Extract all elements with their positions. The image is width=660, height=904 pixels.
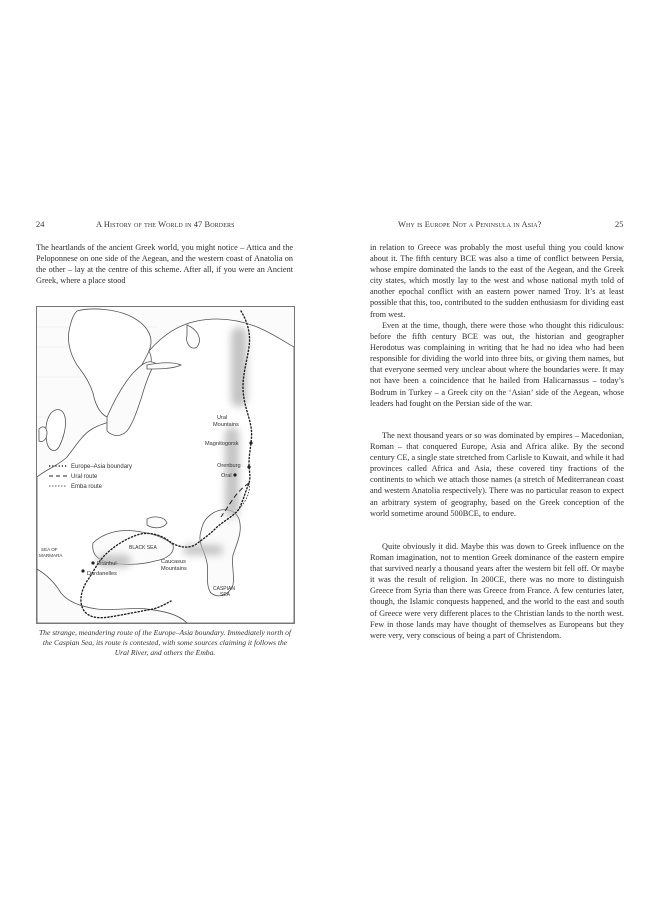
right-paragraph-4: Quite obviously it did. Maybe this was down to Greek influence on the Roman imagination, not to mention Greek dominance of the eastern empire that survived nearly a thousand years after the western bit fell off. Or maybe it was the result of religion. In 200CE, there was no more to distinguish Greece from Syria than there was Greece from France. A few centuries later, though, the Islamic conquests happened, and the world to the east and south of Greece were very different places to the Christian lands to the north west. Few in those lands may have thought of themselves as Europeans but they were very, very conscious of being a part of Christendom. [370, 542, 624, 640]
orenburg-dot [247, 465, 250, 468]
label-sea-of-2: MARMARA [39, 553, 63, 558]
left-running-head: A History of the World in 47 Borders [96, 220, 235, 229]
label-black-sea: BLACK SEA [129, 545, 157, 551]
magnitogorsk-dot [249, 441, 252, 444]
label-caucasus-2: Mountains [161, 566, 187, 572]
label-oral: Oral [221, 473, 232, 479]
label-caspian-2: SEA [220, 592, 231, 598]
map-caption: The strange, meandering route of the Europe–Asia boundary. Immediately north of the Caspian Sea, its route is contested, with some sources claiming it follows the Ural River, and others the Emba. [38, 628, 292, 657]
label-caucasus-1: Caucasus [161, 559, 186, 565]
right-page [330, 0, 660, 904]
label-ural-2: Mountains [213, 422, 239, 428]
legend-emba-label: Emba route [71, 484, 103, 490]
label-caspian-1: CASPIAN [213, 586, 235, 592]
label-istanbul: Istanbul [97, 561, 117, 567]
legend-boundary-label: Europe–Asia boundary [71, 464, 133, 470]
legend-ural-label: Ural route [71, 474, 98, 480]
label-dardanelles: Dardanelles [87, 571, 117, 577]
ireland [39, 427, 47, 442]
label-orenburg: Orenburg [217, 463, 241, 469]
right-running-head: Why is Europe Not a Peninsula in Asia? [398, 220, 542, 229]
label-sea-of-1: SEA OF [41, 547, 58, 552]
right-paragraph-2: Even at the time, though, there were those who thought this ridiculous: before the fifth century BCE was out, the historian and geographer Herodotus was complaining in writing that he had no idea who had been responsible for dividing the world into three bits, or giving them names, but that everyone seemed very unclear about where the boundaries were. It may not have been a coincidence that he hailed from Halicarnassus – today’s Bodrum in Turkey – a Greek city on the ‘Asian’ side of the Aegean, whose leaders had fought on the Persian side of the war. [370, 321, 624, 408]
great-britain [46, 410, 66, 451]
label-ural-1: Ural [217, 415, 228, 421]
oral-dot [233, 473, 236, 476]
dardanelles-dot [81, 569, 84, 572]
europe-asia-boundary-map [36, 306, 295, 624]
right-paragraph-3: The next thousand years or so was dominated by empires – Macedonian, Roman – that conquered Europe, Asia and Africa alike. By the second century CE, a single state stretched from Carlisle to Kuwait, and while it had provinces called Africa and Asia, these covered tiny fractions of the continents to which we attach those names (a stretch of Mediterranean coast and western Anatolia respectively). There was no particular reason to expect an arbitrary system of geography, based on the Greek conception of the world sometime around 500BCE, to endure. [370, 431, 624, 518]
istanbul-dot [91, 561, 94, 564]
right-paragraph-1: in relation to Greece was probably the most useful thing you could know about it. The fifth century BCE was also a time of conflict between Persia, whose empire dominated the lands to the east of the Aegean, and the Greek city states, which mostly lay to the west and whose national myth told of another epochal conflict with an eastern power named Troy. It’s at least possible that this, too, contributed to the sudden enthusiasm for dividing east from west. [370, 243, 624, 319]
label-magnitogorsk: Magnitogorsk [205, 441, 239, 447]
left-page-number: 24 [36, 220, 45, 229]
left-paragraph: The heartlands of the ancient Greek world, you might notice – Attica and the Peloponnese on one side of the Aegean, and the western coast of Anatolia on the other – lay at the centre of this scheme. After all, if you were an Ancient Greek, where a place stood [36, 243, 293, 286]
right-page-number: 25 [615, 220, 624, 229]
